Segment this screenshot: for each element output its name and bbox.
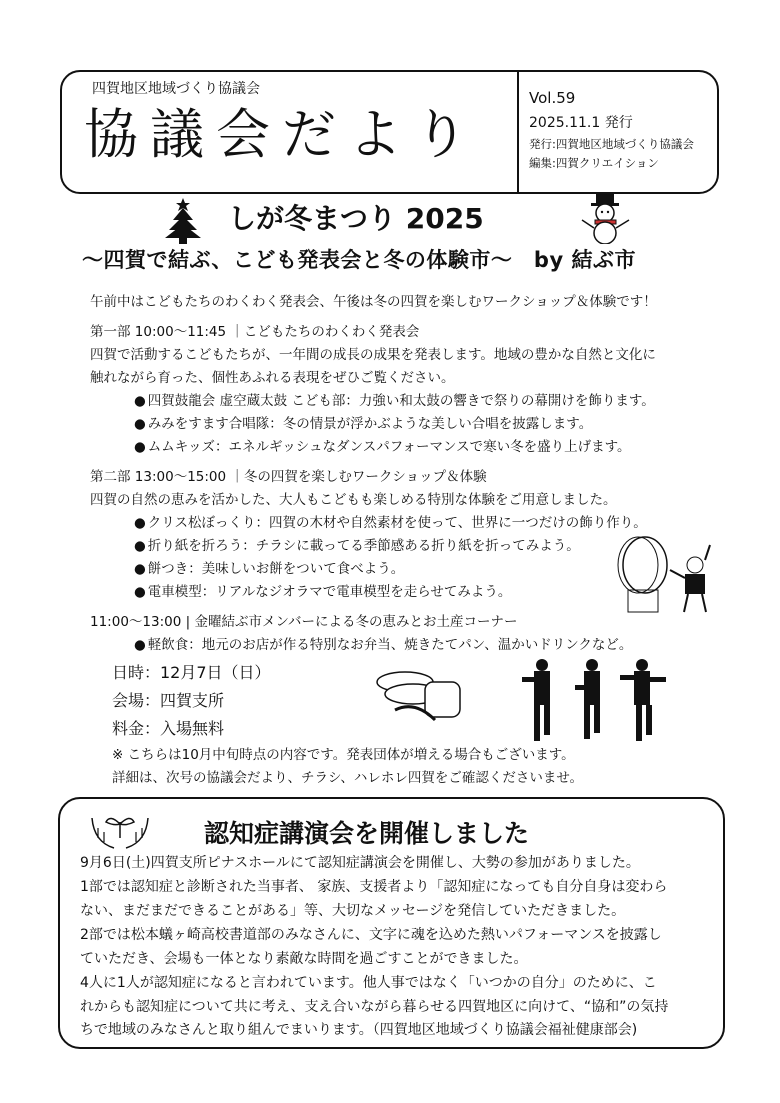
dancers-silhouette — [520, 655, 670, 745]
volume: Vol.59 — [529, 89, 576, 107]
christmas-tree-icon — [163, 196, 203, 244]
event-venue: 会場：四賀支所 — [112, 691, 225, 710]
lecture-line: れからも認知症について共に考え、支え合いながら暮らせる四賀地区に向けて、“協和”の気持 — [80, 999, 669, 1015]
list-item: ● ムムキッズ：エネルギッシュなダンスパフォーマンスで寒い冬を盛り上げます。 — [134, 437, 631, 457]
part1-heading: 第一部 10:00〜11:45 ｜こどもたちのわくわく発表会 — [90, 324, 420, 340]
lecture-line: 4人に1人が認知症になると言われています。他人事ではなく「いつかの自分」のために、こ — [80, 975, 657, 991]
event-title: しが冬まつり 2025 — [228, 202, 484, 235]
list-item: ● 折り紙を折ろう：チラシに載ってる季節感ある折り紙を折ってみよう。 — [134, 536, 580, 556]
list-item: ● 軽飲食：地元のお店が作る特別なお弁当、焼きたてパン、温かいドリンクなど。 — [134, 635, 632, 655]
list-item: ● 餅つき：美味しいお餅をついて食べよう。 — [134, 559, 404, 579]
lecture-line: 9月6日(土)四賀支所ピナスホールにて認知症講演会を開催し、大勢の参加がありました。 — [80, 855, 640, 871]
publisher: 発行:四賀地区地域づくり協議会 — [529, 137, 694, 151]
org-name: 四賀地区地域づくり協議会 — [92, 81, 260, 97]
event-fee: 料金：入場無料 — [112, 719, 225, 738]
list-item: ● 電車模型：リアルなジオラマで電車模型を走らせてみよう。 — [134, 582, 511, 602]
note: 詳細は、次号の協議会だより、チラシ、ハレホレ四賀をご確認くださいませ。 — [112, 770, 584, 786]
issue-date: 2025.11.1 発行 — [529, 115, 633, 131]
lecture-line: ていただき、会場も一体となり素敵な時間を過ごすことができました。 — [80, 951, 528, 967]
part1-desc: 四賀で活動するこどもたちが、一年間の成長の成果を発表します。地域の豊かな自然と文化に — [90, 347, 656, 363]
event-intro: 午前中はこどもたちのわくわく発表会、午後は冬の四賀を楽しむワークショップ＆体験です！ — [90, 294, 657, 310]
note: ※ こちらは10月中旬時点の内容です。発表団体が増える場合もございます。 — [112, 747, 575, 763]
part1-desc: 触れながら育った、個性あふれる表現をぜひご覧ください。 — [90, 370, 455, 386]
newsletter-title: 協議会だより — [84, 103, 480, 166]
lecture-line: ない、まだまだできることがある」等、大切なメッセージを発信していただきました。 — [80, 903, 626, 919]
taiko-drummer-illustration — [610, 530, 720, 615]
list-item: ● クリス松ぼっくり：四賀の木材や自然素材を使って、世界に一つだけの飾り作り。 — [134, 513, 647, 533]
event-date: 日時：12月7日（日） — [112, 663, 271, 682]
editor: 編集:四賀クリエイション — [529, 156, 659, 170]
lecture-line: 1部では認知症と診断された当事者、 家族、支援者より「認知症になっても自分自身は変わら — [80, 879, 668, 895]
lecture-title: 認知症講演会を開催しました — [204, 819, 530, 848]
snowman-icon — [578, 192, 633, 244]
market-heading: 11:00〜13:00 | 金曜結ぶ市メンバーによる冬の恵みとお土産コーナー — [90, 614, 518, 630]
hands-sprout-icon — [88, 808, 152, 852]
list-item: ● 四賀鼓龍会 虚空蔵太鼓 こども部：力強い和太鼓の響きで祭りの幕開けを飾ります。 — [134, 391, 655, 411]
list-item: ● みみをすます合唱隊：冬の情景が浮かぶような美しい合唱を披露します。 — [134, 414, 592, 434]
lecture-line: 2部では松本蟻ヶ崎高校書道部のみなさんに、文字に魂を込めた熱いパフォーマンスを披露し — [80, 927, 662, 943]
event-subtitle: 〜四賀で結ぶ、こども発表会と冬の体験市〜 by 結ぶ市 — [82, 248, 636, 272]
part2-desc: 四賀の自然の恵みを活かした、大人もこどもも楽しめる特別な体験をご用意しました。 — [90, 492, 617, 508]
bread-illustration — [375, 660, 475, 725]
lecture-line: ちで地域のみなさんと取り組んでまいります。（四賀地区地域づくり協議会福祉健康部会) — [80, 1022, 638, 1038]
divider — [517, 72, 519, 192]
part2-heading: 第二部 13:00〜15:00 ｜冬の四賀を楽しむワークショップ＆体験 — [90, 469, 487, 485]
